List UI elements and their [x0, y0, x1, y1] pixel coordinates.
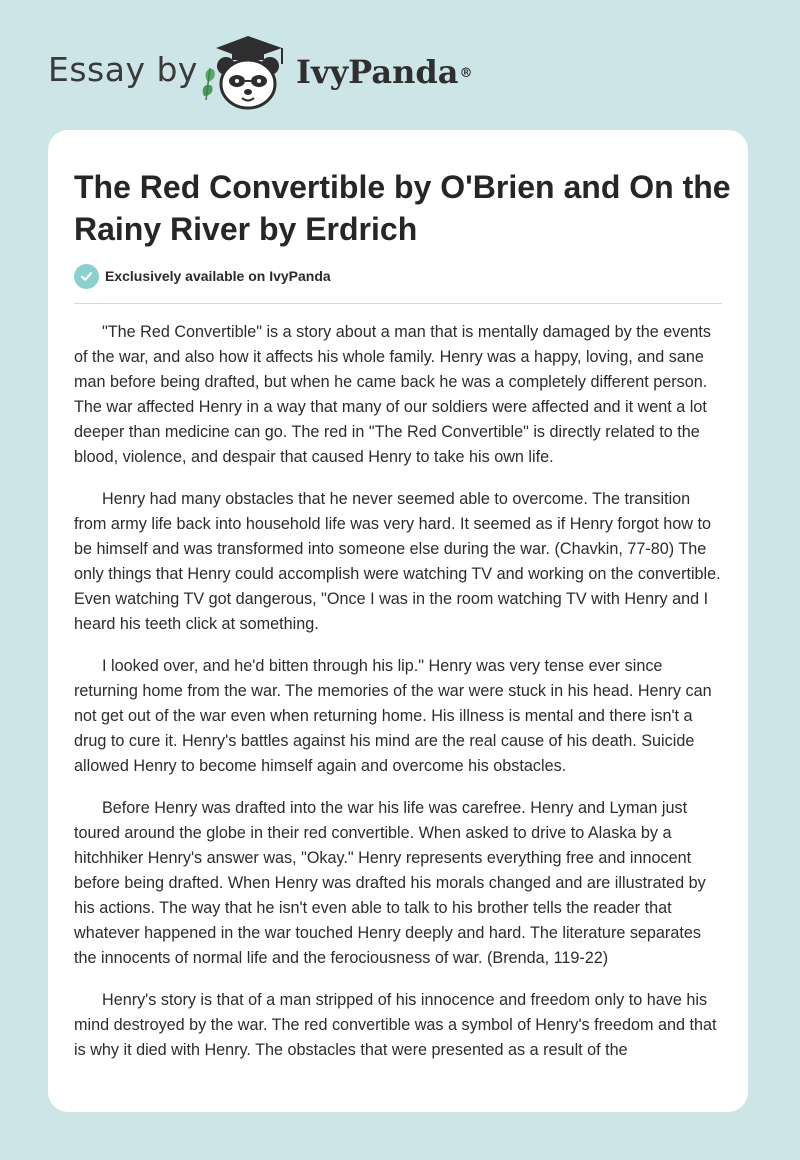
site-header — [0, 0, 800, 130]
paragraph-5: Henry's story is that of a man stripped of his innocence and freedom only to have his mind destroyed by the war. The red convertible was a symbol of Henry's freedom and that is why it died with Henry. The obstacles that were presented as a result of the — [74, 991, 717, 1059]
paragraph-4: Before Henry was drafted into the war his life was carefree. Henry and Lyman just toured around the globe in their red convertible. When asked to drive to Alaska by a hitchhiker Henry's answer was, "Okay." Henry represents everything free and innocent before being drafted. When Henry was drafted his morals changed and are illustrated by his actions. The way that he isn't even able to talk to his brother tells the reader that whatever happened in the war touched Henry deeply and hard. The literature separates the innocents of normal life and the ferociousness of war. (Brenda, 119-22) — [74, 799, 706, 967]
panda-graduate-icon[interactable] — [198, 34, 294, 112]
exclusive-badge — [74, 263, 331, 289]
check-icon — [74, 264, 99, 289]
paragraph-1: "The Red Convertible" is a story about a man that is mentally damaged by the events of the war, and also how it affects his whole family. Henry was a happy, loving, and sane man before being drafted, but when he came back he was a completely different person. The war affected Henry in a way that many of our soldiers were affected and it went a lot deeper than medicine can go. The red in "The Red Convertible" is directly related to the blood, violence, and despair that caused Henry to take his own life. — [74, 323, 711, 466]
brand-label: IvyPanda — [296, 53, 459, 91]
divider — [74, 303, 722, 304]
brand-name[interactable] — [296, 52, 472, 92]
paragraph-2: Henry had many obstacles that he never seemed able to overcome. The transition from army life back into household life was very hard. It seemed as if Henry forgot how to be himself and was transformed into someone else during the war. (Chavkin, 77-80) The only things that Henry could accomplish were watching TV and working on the convertible. Even watching TV got dangerous, "Once I was in the room watching TV with Henry and I heard his teeth click at something. — [74, 490, 721, 633]
paragraph-3: I looked over, and he'd bitten through his lip." Henry was very tense ever since returning home from the war. The memories of the war were stuck in his head. Henry can not get out of the war even when returning home. His illness is mental and there isn't a drug to cure it. Henry's battles against his mind are the real cause of his death. Suicide allowed Henry to become himself again and overcome his obstacles. — [74, 657, 712, 775]
trademark-symbol: ® — [459, 66, 473, 81]
exclusive-badge-label: Exclusively available on IvyPanda — [105, 268, 331, 284]
essay-by-label: Essay by — [48, 50, 198, 89]
essay-card — [48, 130, 748, 1112]
essay-body — [74, 320, 724, 1080]
essay-title: The Red Convertible by O'Brien and On the Rainy River by Erdrich — [74, 169, 731, 247]
